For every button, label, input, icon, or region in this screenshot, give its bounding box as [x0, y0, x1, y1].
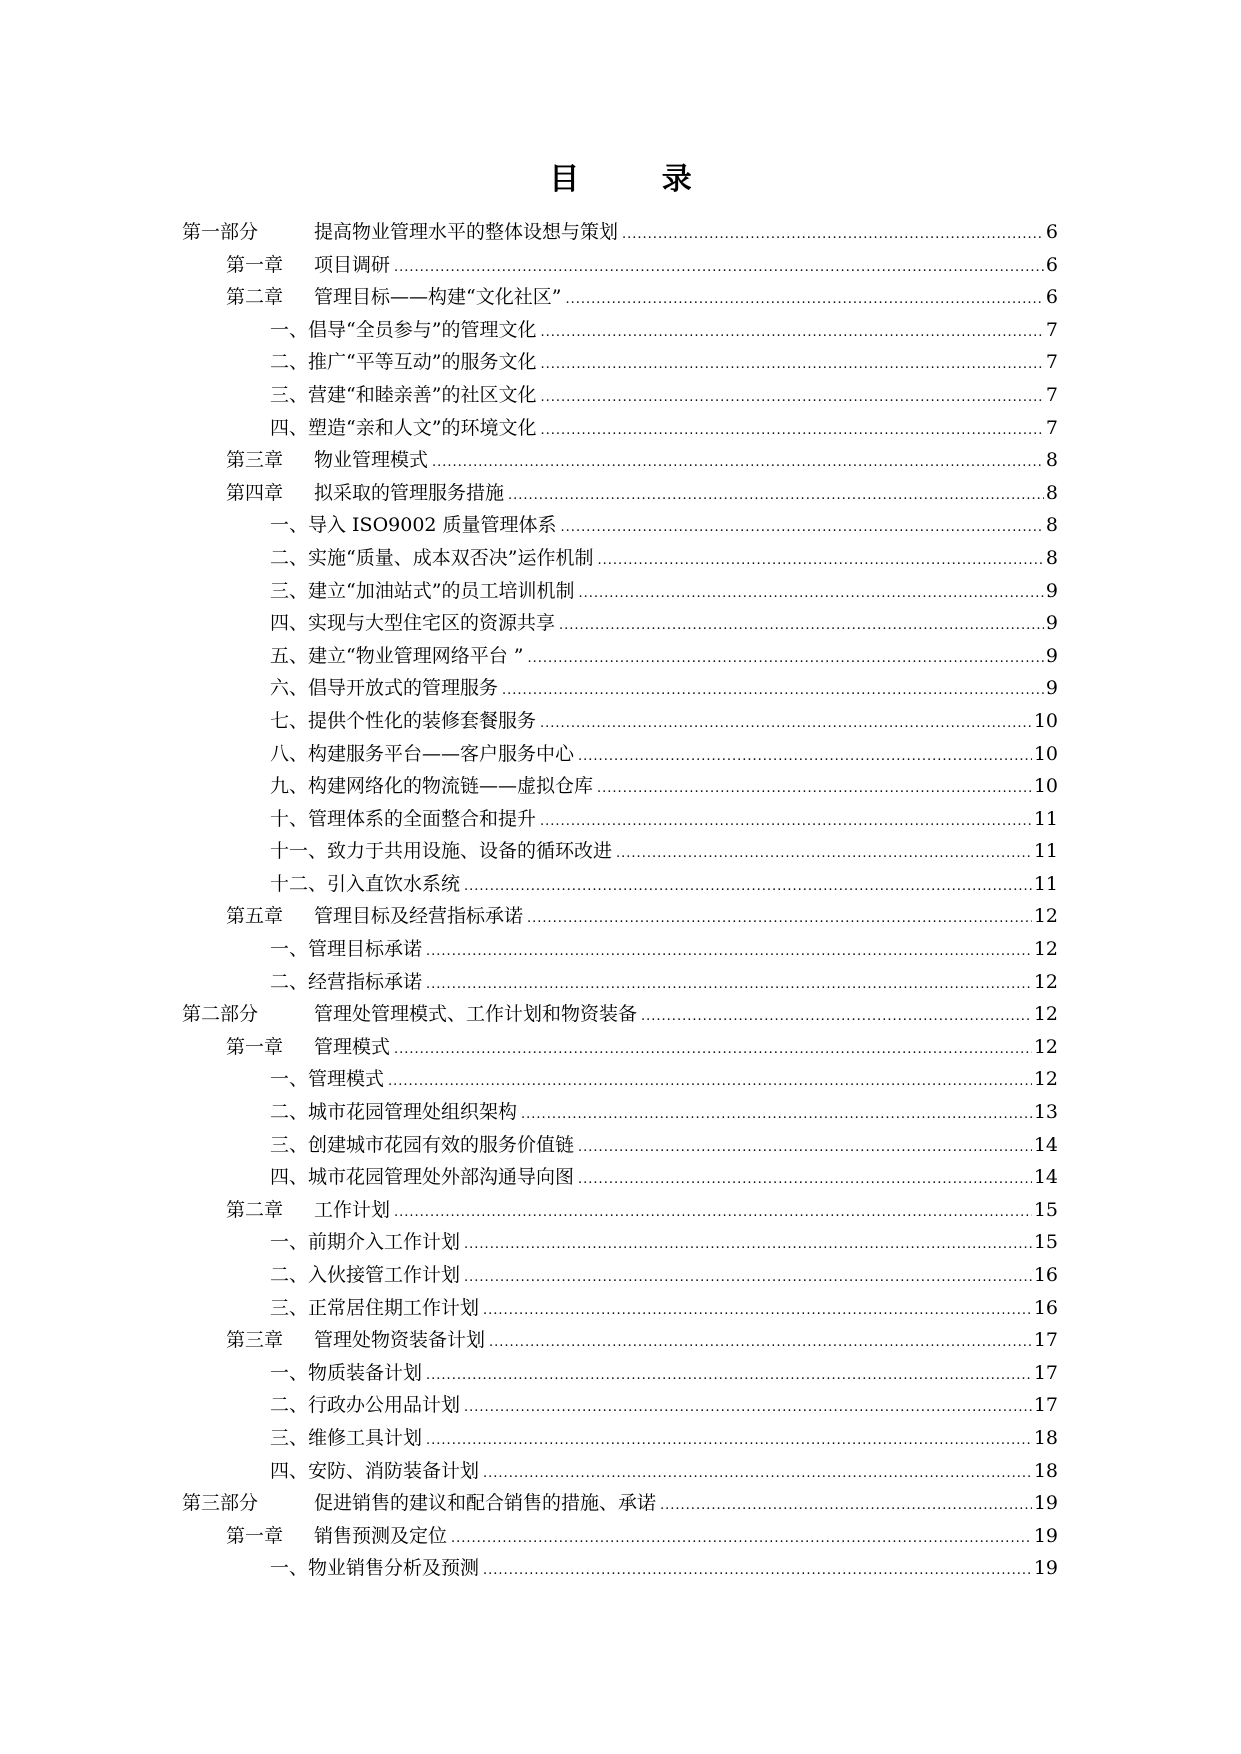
toc-entry-title: 前期介入工作计划 — [308, 1231, 461, 1254]
toc-entry-title: 提高物业管理水平的整体设想与策划 — [314, 221, 619, 243]
toc-entry-page: 9 — [1045, 644, 1058, 667]
toc-entry-number: 三、 — [270, 1133, 309, 1156]
toc-entry-page: 19 — [1033, 1524, 1058, 1547]
toc-entry-number: 四、 — [270, 612, 309, 635]
toc-entry-page: 8 — [1045, 481, 1058, 504]
toc-entry-page: 7 — [1045, 416, 1058, 439]
table-of-contents — [182, 216, 1058, 1585]
dot-leader — [578, 1129, 1032, 1162]
toc-entry-number: 六、 — [270, 677, 309, 700]
toc-entry-page: 8 — [1045, 449, 1058, 472]
toc-entry[interactable] — [182, 1552, 1058, 1585]
dot-leader — [464, 868, 1032, 901]
toc-entry-page: 12 — [1033, 905, 1058, 928]
toc-entry-number: 第二部分 — [182, 1003, 259, 1026]
toc-entry[interactable] — [182, 1161, 1058, 1194]
toc-entry-page: 17 — [1033, 1361, 1058, 1384]
toc-entry-title: 构建服务平台——客户服务中心 — [308, 742, 575, 765]
dot-leader — [565, 281, 1043, 314]
toc-entry-title: 促进销售的建议和配合销售的措施、承诺 — [314, 1492, 657, 1515]
toc-entry[interactable] — [182, 738, 1058, 771]
toc-entry-title: 经营指标承诺 — [308, 970, 423, 993]
toc-entry-title: 正常居住期工作计划 — [308, 1296, 480, 1319]
toc-entry-page: 16 — [1033, 1264, 1058, 1286]
toc-entry[interactable] — [182, 998, 1058, 1031]
toc-entry-number: 一、 — [270, 514, 309, 537]
toc-entry-page: 14 — [1033, 1166, 1058, 1189]
toc-entry[interactable] — [182, 1357, 1058, 1390]
toc-entry-page: 10 — [1033, 709, 1058, 732]
toc-entry[interactable] — [182, 1096, 1058, 1129]
toc-entry-title: 管理模式 — [314, 1035, 391, 1058]
toc-entry-page: 10 — [1033, 775, 1058, 798]
toc-entry-number: 第二章 — [226, 1198, 284, 1221]
toc-entry-page: 11 — [1033, 872, 1058, 895]
toc-entry[interactable] — [182, 672, 1058, 705]
dot-leader — [464, 1226, 1032, 1259]
toc-entry-number: 第四章 — [226, 481, 284, 504]
dot-leader — [502, 672, 1044, 705]
toc-entry-title: 工作计划 — [314, 1198, 391, 1221]
toc-entry-number: 十、 — [270, 807, 309, 830]
toc-entry-title: 安防、消防装备计划 — [308, 1459, 480, 1482]
dot-leader — [597, 542, 1043, 575]
toc-entry[interactable] — [182, 1226, 1058, 1259]
toc-entry-number: 二、 — [270, 546, 309, 569]
toc-entry-page: 15 — [1033, 1231, 1058, 1254]
toc-entry[interactable] — [182, 542, 1058, 575]
toc-entry-title: 建立“物业管理网络平台 ” — [308, 644, 524, 667]
toc-entry-page: 10 — [1033, 742, 1058, 765]
toc-entry[interactable] — [182, 281, 1058, 314]
dot-leader — [660, 1487, 1032, 1520]
toc-entry[interactable] — [182, 444, 1058, 477]
toc-entry[interactable] — [182, 216, 1058, 249]
toc-entry-number: 三、 — [270, 579, 309, 602]
dot-leader — [578, 738, 1032, 771]
dot-leader — [559, 607, 1044, 640]
toc-entry-number: 一、 — [270, 1557, 309, 1580]
toc-entry-title: 维修工具计划 — [308, 1426, 423, 1449]
toc-entry-title: 管理处物资装备计划 — [314, 1329, 486, 1352]
toc-entry-title: 实施“质量、成本双否决”运作机制 — [308, 546, 594, 569]
toc-entry-title: 推广“平等互动”的服务文化 — [308, 351, 537, 374]
toc-entry-number: 第一章 — [226, 1524, 284, 1547]
toc-entry-page: 13 — [1033, 1101, 1058, 1124]
toc-entry-page: 19 — [1033, 1557, 1058, 1580]
toc-entry-title: 营建“和睦亲善”的社区文化 — [308, 383, 537, 406]
toc-entry[interactable] — [182, 900, 1058, 933]
toc-entry-number: 十二、 — [270, 872, 328, 895]
toc-entry-number: 第一章 — [226, 1035, 284, 1058]
toc-entry-title: 导入 ISO9002 质量管理体系 — [308, 514, 557, 537]
toc-entry-number: 一、 — [270, 938, 309, 961]
toc-entry-title: 入伙接管工作计划 — [308, 1264, 461, 1286]
dot-leader — [578, 1161, 1032, 1194]
toc-entry-title: 城市花园管理处外部沟通导向图 — [308, 1166, 575, 1189]
dot-leader — [540, 314, 1043, 347]
toc-entry-page: 17 — [1033, 1394, 1058, 1417]
toc-entry-number: 一、 — [270, 318, 309, 341]
dot-leader — [394, 1194, 1032, 1227]
toc-entry-page: 6 — [1045, 286, 1058, 309]
toc-entry-page: 6 — [1045, 221, 1058, 243]
toc-entry-number: 四、 — [270, 1459, 309, 1482]
toc-entry-page: 8 — [1045, 546, 1058, 569]
toc-entry-number: 三、 — [270, 1426, 309, 1449]
toc-entry-title: 致力于共用设施、设备的循环改进 — [327, 840, 613, 863]
toc-entry-title: 管理模式 — [308, 1068, 385, 1091]
dot-leader — [483, 1455, 1032, 1488]
toc-entry-page: 11 — [1033, 807, 1058, 830]
toc-entry-title: 行政办公用品计划 — [308, 1394, 461, 1417]
dot-leader — [540, 803, 1032, 836]
toc-entry-number: 第二章 — [226, 286, 284, 309]
dot-leader — [451, 1520, 1032, 1553]
toc-entry-title: 倡导开放式的管理服务 — [308, 677, 499, 700]
dot-leader — [426, 1422, 1032, 1455]
toc-entry-title: 管理目标——构建“文化社区” — [314, 286, 562, 309]
toc-entry-title: 物业销售分析及预测 — [308, 1557, 480, 1580]
toc-entry-page: 17 — [1033, 1329, 1058, 1352]
toc-entry-page: 7 — [1045, 351, 1058, 374]
toc-entry-number: 二、 — [270, 970, 309, 993]
toc-entry-page: 7 — [1045, 383, 1058, 406]
toc-entry-number: 一、 — [270, 1361, 309, 1384]
toc-entry[interactable] — [182, 1259, 1058, 1292]
toc-entry-title: 项目调研 — [314, 253, 391, 276]
toc-entry-number: 二、 — [270, 1101, 309, 1124]
toc-entry-number: 第一部分 — [182, 221, 259, 243]
toc-entry-number: 第三章 — [226, 1329, 284, 1352]
toc-entry-page: 12 — [1033, 938, 1058, 961]
toc-entry-number: 一、 — [270, 1068, 309, 1091]
dot-leader — [426, 1357, 1032, 1390]
toc-entry-number: 四、 — [270, 416, 309, 439]
toc-entry-number: 三、 — [270, 383, 309, 406]
toc-entry-page: 18 — [1033, 1426, 1058, 1449]
toc-entry[interactable] — [182, 770, 1058, 803]
toc-entry-number: 第三部分 — [182, 1492, 259, 1515]
dot-leader — [540, 379, 1043, 412]
toc-entry-title: 塑造“亲和人文”的环境文化 — [308, 416, 537, 439]
toc-entry[interactable] — [182, 1487, 1058, 1520]
toc-entry-number: 第五章 — [226, 905, 284, 928]
toc-entry-number: 一、 — [270, 1231, 309, 1254]
toc-entry-title: 物质装备计划 — [308, 1361, 423, 1384]
toc-entry[interactable] — [182, 412, 1058, 445]
dot-leader — [641, 998, 1032, 1031]
toc-entry-page: 9 — [1045, 612, 1058, 635]
toc-entry-page: 16 — [1033, 1296, 1058, 1319]
toc-entry-title: 城市花园管理处组织架构 — [308, 1101, 518, 1124]
toc-entry-number: 七、 — [270, 709, 309, 732]
toc-entry[interactable] — [182, 1194, 1058, 1227]
toc-entry-title: 实现与大型住宅区的资源共享 — [308, 612, 556, 635]
dot-leader — [426, 933, 1032, 966]
toc-entry-title: 物业管理模式 — [314, 449, 429, 472]
toc-entry-title: 建立“加油站式”的员工培训机制 — [308, 579, 575, 602]
toc-entry-title: 管理处管理模式、工作计划和物资装备 — [314, 1003, 638, 1026]
toc-entry-page: 12 — [1033, 1035, 1058, 1058]
toc-entry[interactable] — [182, 607, 1058, 640]
toc-entry-page: 19 — [1033, 1492, 1058, 1515]
dot-leader — [464, 1259, 1032, 1292]
toc-entry-page: 15 — [1033, 1198, 1058, 1221]
dot-leader — [426, 966, 1032, 999]
dot-leader — [622, 216, 1044, 249]
toc-entry-number: 四、 — [270, 1166, 309, 1189]
toc-entry[interactable] — [182, 1324, 1058, 1357]
toc-entry[interactable] — [182, 1063, 1058, 1096]
dot-leader — [464, 1389, 1032, 1422]
toc-entry-number: 五、 — [270, 644, 309, 667]
dot-leader — [432, 444, 1044, 477]
toc-entry[interactable] — [182, 509, 1058, 542]
toc-entry-title: 拟采取的管理服务措施 — [314, 481, 505, 504]
toc-entry[interactable] — [182, 1292, 1058, 1325]
toc-entry-page: 18 — [1033, 1459, 1058, 1482]
dot-leader — [540, 346, 1043, 379]
toc-entry-number: 第一章 — [226, 253, 284, 276]
toc-entry-number: 十一、 — [270, 840, 328, 863]
dot-leader — [597, 770, 1032, 803]
toc-entry[interactable] — [182, 835, 1058, 868]
toc-entry-number: 九、 — [270, 775, 309, 798]
toc-entry[interactable] — [182, 1389, 1058, 1422]
dot-leader — [527, 640, 1043, 673]
dot-leader — [483, 1292, 1032, 1325]
dot-leader — [508, 477, 1044, 510]
toc-entry[interactable] — [182, 1520, 1058, 1553]
toc-entry[interactable] — [182, 640, 1058, 673]
dot-leader — [394, 249, 1044, 282]
toc-entry[interactable] — [182, 477, 1058, 510]
toc-entry-page: 9 — [1045, 579, 1058, 602]
dot-leader — [394, 1031, 1032, 1064]
toc-entry-page: 7 — [1045, 318, 1058, 341]
toc-entry-page: 6 — [1045, 253, 1058, 276]
dot-leader — [578, 575, 1043, 608]
toc-entry-page: 12 — [1033, 1068, 1058, 1091]
toc-entry-number: 二、 — [270, 1264, 309, 1286]
toc-entry-title: 引入直饮水系统 — [327, 872, 461, 895]
toc-entry-title: 构建网络化的物流链——虚拟仓库 — [308, 775, 594, 798]
toc-entry-number: 三、 — [270, 1296, 309, 1319]
toc-entry-page: 11 — [1033, 840, 1058, 863]
toc-entry-title: 管理目标及经营指标承诺 — [314, 905, 524, 928]
toc-entry-title: 销售预测及定位 — [314, 1524, 448, 1547]
dot-leader — [561, 509, 1044, 542]
dot-leader — [540, 705, 1032, 738]
toc-entry[interactable] — [182, 803, 1058, 836]
dot-leader — [616, 835, 1032, 868]
toc-entry[interactable] — [182, 346, 1058, 379]
toc-entry[interactable] — [182, 249, 1058, 282]
toc-entry-page: 12 — [1033, 970, 1058, 993]
dot-leader — [489, 1324, 1032, 1357]
dot-leader — [388, 1063, 1032, 1096]
toc-entry-number: 二、 — [270, 1394, 309, 1417]
toc-entry[interactable] — [182, 966, 1058, 999]
toc-entry[interactable] — [182, 314, 1058, 347]
toc-entry[interactable] — [182, 705, 1058, 738]
toc-entry[interactable] — [182, 1031, 1058, 1064]
toc-entry-title: 管理体系的全面整合和提升 — [308, 807, 537, 830]
toc-entry-number: 第三章 — [226, 449, 284, 472]
toc-entry-title: 提供个性化的装修套餐服务 — [308, 709, 537, 732]
toc-entry[interactable] — [182, 868, 1058, 901]
dot-leader — [483, 1552, 1032, 1585]
page-title: 目 录 — [549, 162, 728, 197]
dot-leader — [527, 900, 1032, 933]
toc-entry-number: 八、 — [270, 742, 309, 765]
toc-entry[interactable] — [182, 379, 1058, 412]
toc-entry-title: 管理目标承诺 — [308, 938, 423, 961]
toc-entry-page: 14 — [1033, 1133, 1058, 1156]
toc-entry[interactable] — [182, 1422, 1058, 1455]
toc-entry[interactable] — [182, 933, 1058, 966]
toc-entry-page: 8 — [1045, 514, 1058, 537]
toc-entry[interactable] — [182, 1455, 1058, 1488]
toc-entry-page: 12 — [1033, 1003, 1058, 1026]
toc-entry-page: 9 — [1045, 677, 1058, 700]
toc-entry-title: 创建城市花园有效的服务价值链 — [308, 1133, 575, 1156]
dot-leader — [540, 412, 1043, 445]
dot-leader — [521, 1096, 1032, 1129]
toc-entry-title: 倡导“全员参与”的管理文化 — [308, 318, 537, 341]
toc-entry[interactable] — [182, 1129, 1058, 1162]
toc-entry-number: 二、 — [270, 351, 309, 374]
toc-entry[interactable] — [182, 575, 1058, 608]
